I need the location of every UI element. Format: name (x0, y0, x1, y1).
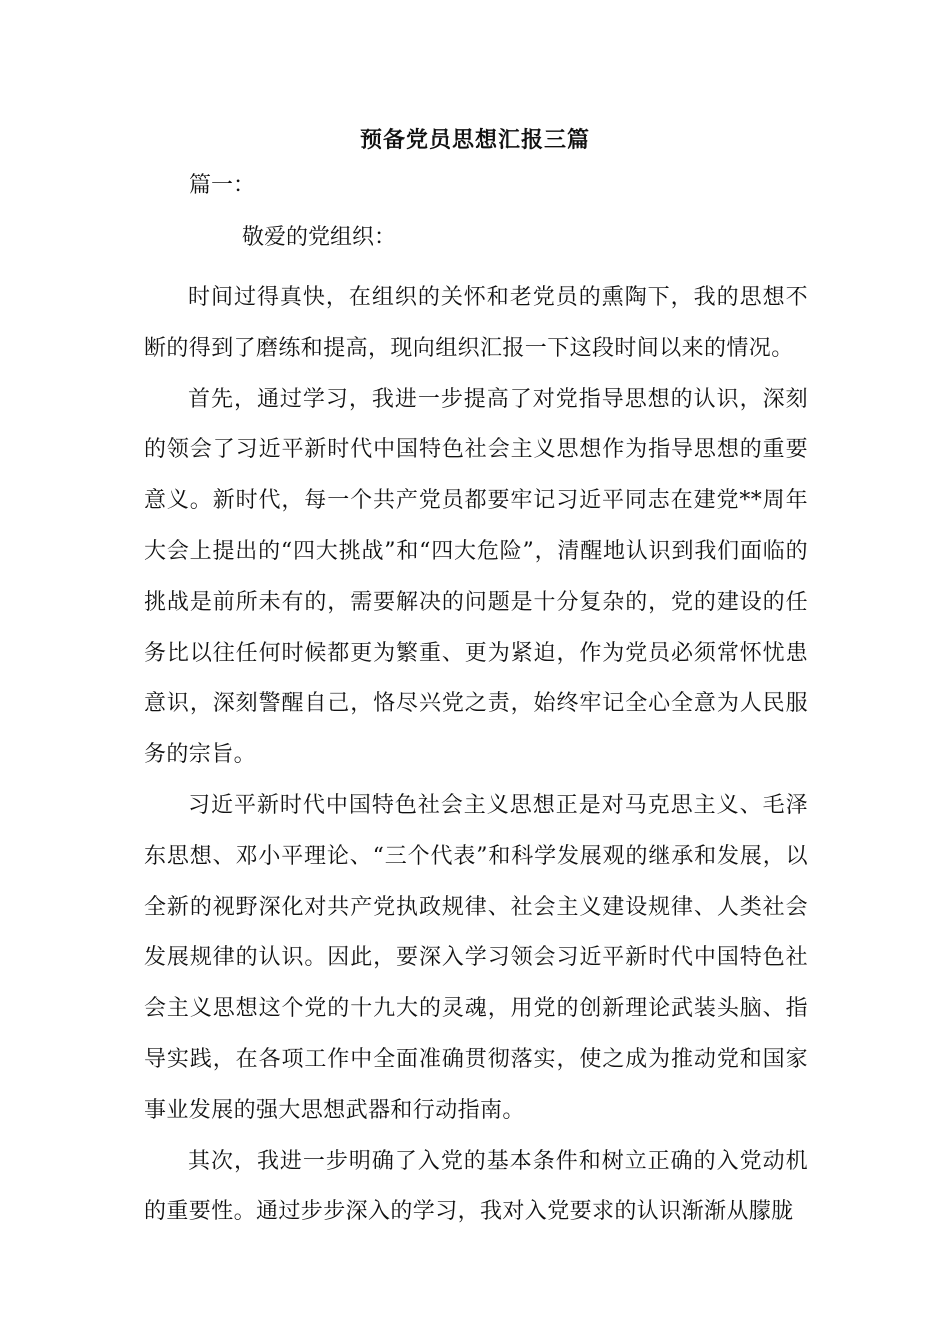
document-title: 预备党员思想汇报三篇 (359, 127, 590, 153)
salutation: 敬爱的党组织： (242, 225, 397, 250)
document-body (144, 273, 808, 1238)
paragraph-1: 时间过得真快，在组织的关怀和老党员的熏陶下，我的思想不断的得到了磨练和提高，现向组织汇报一下这段时间以来的情况。 (144, 285, 808, 361)
paragraph-2: 首先，通过学习，我进一步提高了对党指导思想的认识，深刻的领会了习近平新时代中国特色社会主义思想作为指导思想的重要意义。新时代，每一个共产党员都要牢记习近平同志在建党**周年大会上提出的“四大挑战”和“四大危险”，清醒地认识到我们面临的挑战是前所未有的，需要解决的问题是十分复杂的，党的建设的任务比以往任何时候都更为繁重、更为紧迫，作为党员必须常怀忧患意识，深刻警醒自己，恪尽兴党之责，始终牢记全心全意为人民服务的宗旨。 (144, 386, 808, 768)
paragraph-4: 其次，我进一步明确了入党的基本条件和树立正确的入党动机的重要性。通过步步深入的学习，我对入党要求的认识渐渐从朦胧 (144, 1148, 808, 1225)
paragraph-3: 习近平新时代中国特色社会主义思想正是对马克思主义、毛泽东思想、邓小平理论、“三个代表”和科学发展观的继承和发展，以全新的视野深化对共产党执政规律、社会主义建设规律、人类社会发展规律的认识。因此，要深入学习领会习近平新时代中国特色社会主义思想这个党的十九大的灵魂，用党的创新理论武装头脑、指导实践，在各项工作中全面准确贯彻落实，使之成为推动党和国家事业发展的强大思想武器和行动指南。 (144, 792, 808, 1123)
section-label: 篇一： (189, 173, 256, 198)
